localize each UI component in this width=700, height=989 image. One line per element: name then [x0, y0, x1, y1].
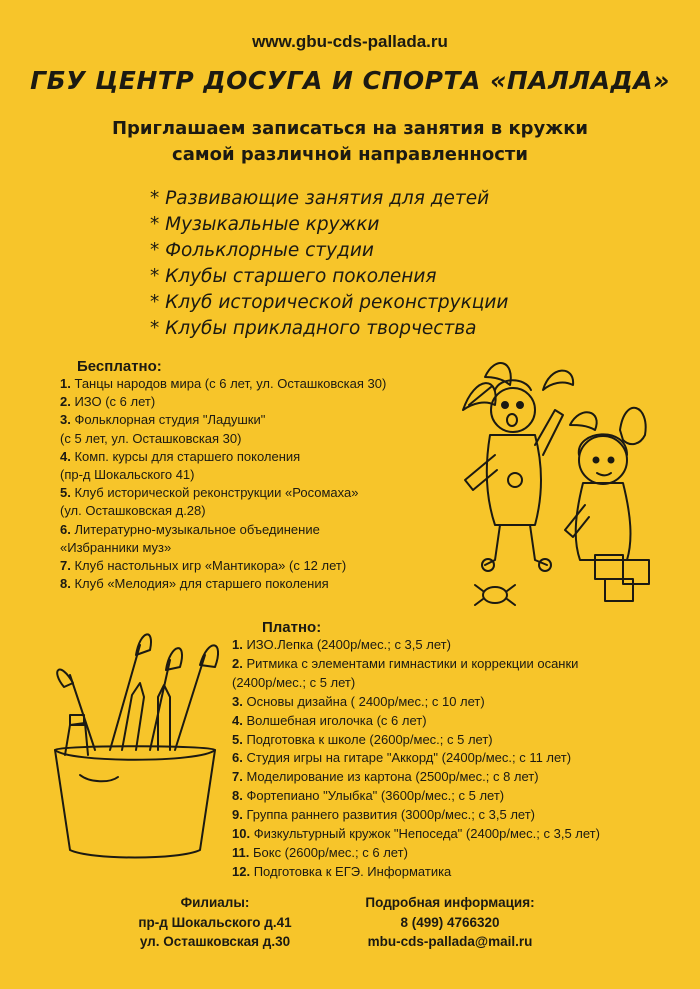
direction-item: * Музыкальные кружки — [150, 214, 380, 235]
item-text: Волшебная иголочка (с 6 лет) — [242, 712, 427, 728]
phone-number[interactable]: 8 (499) 4766320 — [400, 914, 500, 930]
item-text: Клуб исторической реконструкции «Росомаха» — [70, 485, 359, 501]
item-text: ИЗО.Лепка (2400р/мес.; с 3,5 лет) — [242, 637, 451, 652]
item-text: Ритмика с элементами гимнастики и коррекции осанки — [242, 655, 579, 671]
list-item — [60, 393, 460, 411]
item-text: Клуб настольных игр «Мантикора» (с 12 лет) — [70, 558, 347, 574]
list-item — [60, 521, 460, 539]
contact-label: Подробная информация: — [365, 895, 535, 910]
list-item — [60, 375, 460, 393]
item-number: 9. — [232, 807, 243, 823]
item-text: (пр-д Шокальского 41) — [60, 467, 195, 483]
item-number: 11. — [232, 844, 250, 860]
branches-block — [110, 893, 320, 952]
free-section-heading: Бесплатно: — [77, 358, 162, 375]
item-number: 7. — [232, 769, 243, 785]
invitation-line-2: самой различной направленности — [172, 144, 528, 165]
paid-classes-list — [232, 636, 692, 882]
item-text: «Избранники муз» — [60, 539, 172, 555]
list-item — [60, 411, 460, 429]
contact-block — [345, 893, 555, 952]
paid-section-heading: Платно: — [262, 619, 322, 636]
item-number: 1. — [232, 637, 243, 652]
item-number: 7. — [60, 558, 71, 574]
invitation-line-1: Приглашаем записаться на занятия в кружки — [111, 118, 589, 139]
directions-list — [150, 186, 650, 342]
item-number: 6. — [60, 521, 71, 537]
item-number: 3. — [60, 412, 71, 428]
item-text: Комп. курсы для старшего поколения — [70, 448, 301, 464]
item-text: Подготовка к ЕГЭ. Информатика — [250, 863, 452, 879]
list-item — [60, 448, 460, 466]
brushes-cup-icon — [40, 625, 230, 875]
direction-item: * Развивающие занятия для детей — [150, 188, 490, 209]
direction-item: * Клуб исторической реконструкции — [150, 292, 509, 313]
branch-address: пр-д Шокальского д.41 — [138, 914, 292, 930]
list-item — [60, 557, 460, 575]
free-classes-list — [60, 375, 460, 593]
list-item — [60, 466, 460, 484]
item-number: 3. — [232, 693, 243, 709]
list-item — [232, 749, 692, 768]
item-text: (2400р/мес.; с 5 лет) — [232, 674, 356, 690]
list-item — [232, 712, 692, 731]
list-item — [232, 636, 692, 655]
invitation-text — [0, 116, 700, 168]
list-item — [232, 768, 692, 787]
clown-and-girl-icon — [455, 355, 655, 615]
organization-title: ГБУ ЦЕНТР ДОСУГА И СПОРТА «ПАЛЛАДА» — [30, 66, 670, 95]
list-item — [232, 844, 692, 863]
list-item — [60, 575, 460, 593]
list-item — [60, 539, 460, 557]
item-number: 6. — [232, 750, 243, 766]
list-item — [232, 806, 692, 825]
list-item — [232, 863, 692, 882]
list-item — [232, 655, 692, 674]
item-text: Моделирование из картона (2500р/мес.; с 8 лет) — [242, 769, 539, 785]
item-text: Литературно-музыкальное объединение — [70, 521, 320, 537]
item-number: 5. — [60, 485, 71, 501]
direction-item: * Клубы старшего поколения — [150, 266, 437, 287]
item-number: 8. — [232, 788, 243, 804]
item-text: (с 5 лет, ул. Осташковская 30) — [60, 430, 242, 446]
list-item — [232, 693, 692, 712]
item-text: Фольклорная студия "Ладушки" — [70, 412, 266, 428]
list-item — [232, 825, 692, 844]
item-number: 10. — [232, 826, 251, 842]
item-number: 4. — [232, 712, 243, 728]
item-number: 2. — [232, 655, 243, 671]
item-number: 1. — [60, 376, 71, 391]
list-item — [232, 731, 692, 750]
item-text: Клуб «Мелодия» для старшего поколения — [70, 576, 329, 592]
item-text: (ул. Осташковская д.28) — [60, 503, 206, 519]
item-number: 4. — [60, 448, 71, 464]
item-text: Студия игры на гитаре "Аккорд" (2400р/мес.; с 11 лет) — [242, 750, 572, 766]
item-text: Основы дизайна ( 2400р/мес.; с 10 лет) — [242, 693, 485, 709]
item-number: 8. — [60, 576, 71, 592]
item-text: Фортепиано "Улыбка" (3600р/мес.; с 5 лет) — [242, 788, 505, 804]
direction-item: * Клубы прикладного творчества — [150, 318, 477, 339]
branches-label: Филиалы: — [180, 895, 250, 910]
item-text: Группа раннего развития (3000р/мес.; с 3,5 лет) — [242, 807, 535, 823]
item-number: 12. — [232, 863, 251, 879]
email-address[interactable]: mbu-cds-pallada@mail.ru — [367, 934, 533, 949]
item-text: Танцы народов мира (с 6 лет, ул. Осташковская 30) — [70, 376, 387, 391]
list-item — [232, 787, 692, 806]
item-text: Физкультурный кружок "Непоседа" (2400р/мес.; с 3,5 лет) — [250, 826, 600, 842]
direction-item: * Фольклорные студии — [150, 240, 374, 261]
website-url[interactable]: www.gbu-cds-pallada.ru — [252, 32, 448, 51]
item-text: Бокс (2600р/мес.; с 6 лет) — [249, 844, 408, 860]
item-number: 2. — [60, 394, 71, 410]
list-item — [60, 484, 460, 502]
item-text: ИЗО (с 6 лет) — [70, 394, 156, 410]
list-item — [232, 674, 692, 693]
list-item — [60, 430, 460, 448]
list-item — [60, 502, 460, 520]
item-text: Подготовка к школе (2600р/мес.; с 5 лет) — [242, 731, 493, 747]
branch-address: ул. Осташковская д.30 — [139, 934, 291, 949]
item-number: 5. — [232, 731, 243, 747]
